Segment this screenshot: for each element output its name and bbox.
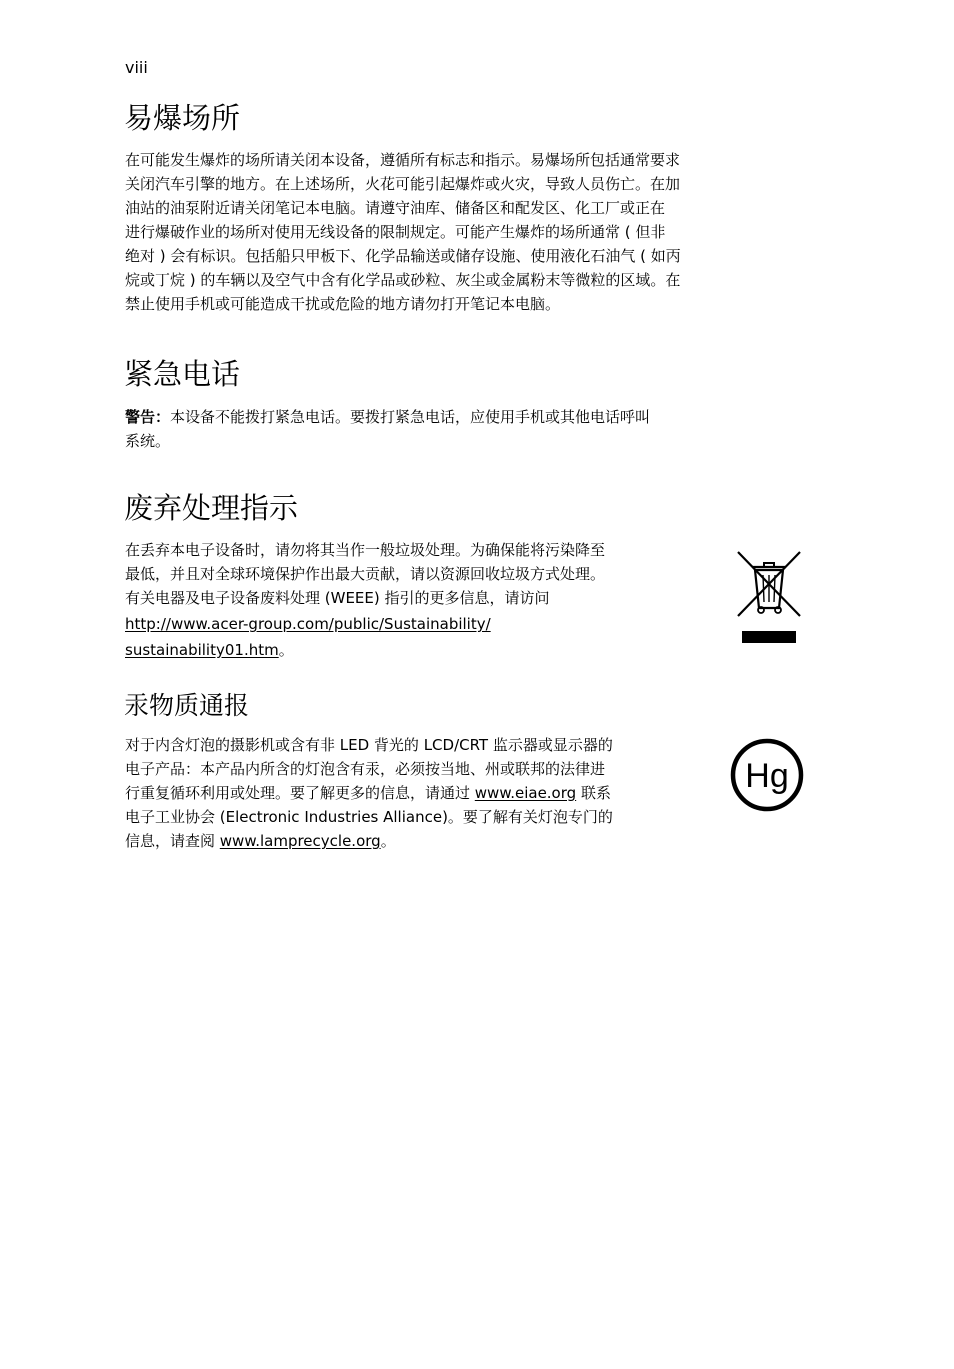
mercury-line5-end: 。 bbox=[380, 832, 396, 850]
eiae-link[interactable]: www.eiae.org bbox=[474, 784, 577, 802]
emergency-text: 本设备不能拨打紧急电话。要拨打紧急电话，应使用手机或其他电话呼叫 bbox=[170, 408, 651, 426]
disposal-line: 有关电器及电子设备废料处理 (WEEE) 指引的更多信息，请访问 bbox=[125, 589, 550, 607]
lamprecycle-link[interactable]: www.lamprecycle.org bbox=[219, 832, 381, 850]
emergency-section-title: 紧急电话 bbox=[124, 357, 241, 391]
mercury-line: 电子工业协会 (Electronic Industries Alliance)。要了解有关灯泡专门的 bbox=[125, 808, 613, 826]
explosive-line: 绝对 ) 会有标识。包括船只甲板下、化学品输送或储存设施、使用液化石油气 ( 如丙 bbox=[125, 247, 681, 265]
explosive-line: 烷或丁烷 ) 的车辆以及空气中含有化学品或砂粒、灰尘或金属粉末等微粒的区域。在 bbox=[125, 271, 681, 289]
disposal-section-title: 废弃处理指示 bbox=[124, 491, 299, 525]
mercury-line bbox=[125, 781, 613, 805]
emergency-line: 系统。 bbox=[125, 432, 171, 450]
explosive-paragraph bbox=[125, 148, 681, 316]
mercury-line: 电子产品：本产品内所含的灯泡含有汞，必须按当地、州或联邦的法律进 bbox=[125, 760, 606, 778]
disposal-line: 在丢弃本电子设备时，请勿将其当作一般垃圾处理。为确保能将污染降至 bbox=[125, 541, 606, 559]
end-punctuation: 。 bbox=[278, 641, 294, 659]
sustainability-link[interactable]: http://www.acer-group.com/public/Sustainability/ bbox=[125, 615, 491, 633]
disposal-paragraph bbox=[125, 538, 605, 662]
weee-crossed-bin-icon bbox=[734, 548, 804, 646]
mercury-line3-end: 联系 bbox=[576, 784, 611, 802]
mercury-section-title: 汞物质通报 bbox=[124, 691, 250, 720]
mercury-paragraph bbox=[125, 733, 613, 853]
disposal-link-line bbox=[125, 638, 605, 662]
explosive-section-title: 易爆场所 bbox=[124, 101, 241, 135]
explosive-line: 进行爆破作业的场所对使用无线设备的限制规定。可能产生爆炸的场所通常 ( 但非 bbox=[125, 223, 666, 241]
sustainability-link-cont[interactable]: sustainability01.htm bbox=[125, 641, 279, 659]
mercury-line: 对于内含灯泡的摄影机或含有非 LED 背光的 LCD/CRT 监示器或显示器的 bbox=[125, 736, 613, 754]
explosive-line: 在可能发生爆炸的场所请关闭本设备，遵循所有标志和指示。易爆场所包括通常要求 bbox=[125, 151, 681, 169]
explosive-line: 油站的油泵附近请关闭笔记本电脑。请遵守油库、储备区和配发区、化工厂或正在 bbox=[125, 199, 666, 217]
disposal-link-line bbox=[125, 612, 605, 636]
explosive-line: 禁止使用手机或可能造成干扰或危险的地方请勿打开笔记本电脑。 bbox=[125, 295, 561, 313]
page-number: viii bbox=[125, 58, 148, 77]
emergency-line bbox=[125, 405, 650, 429]
mercury-hg-icon bbox=[729, 737, 805, 813]
disposal-line: 最低，并且对全球环境保护作出最大贡献，请以资源回收垃圾方式处理。 bbox=[125, 565, 606, 583]
mercury-line5-text: 信息，请查阅 bbox=[125, 832, 220, 850]
mercury-line bbox=[125, 829, 613, 853]
emergency-paragraph bbox=[125, 405, 650, 453]
warning-label: 警告： bbox=[125, 408, 171, 426]
mercury-line3-text: 行重复循环利用或处理。要了解更多的信息，请通过 bbox=[125, 784, 475, 802]
explosive-line: 关闭汽车引擎的地方。在上述场所，火花可能引起爆炸或火灾，导致人员伤亡。在加 bbox=[125, 175, 681, 193]
mercury-symbol-text: Hg bbox=[745, 757, 789, 795]
